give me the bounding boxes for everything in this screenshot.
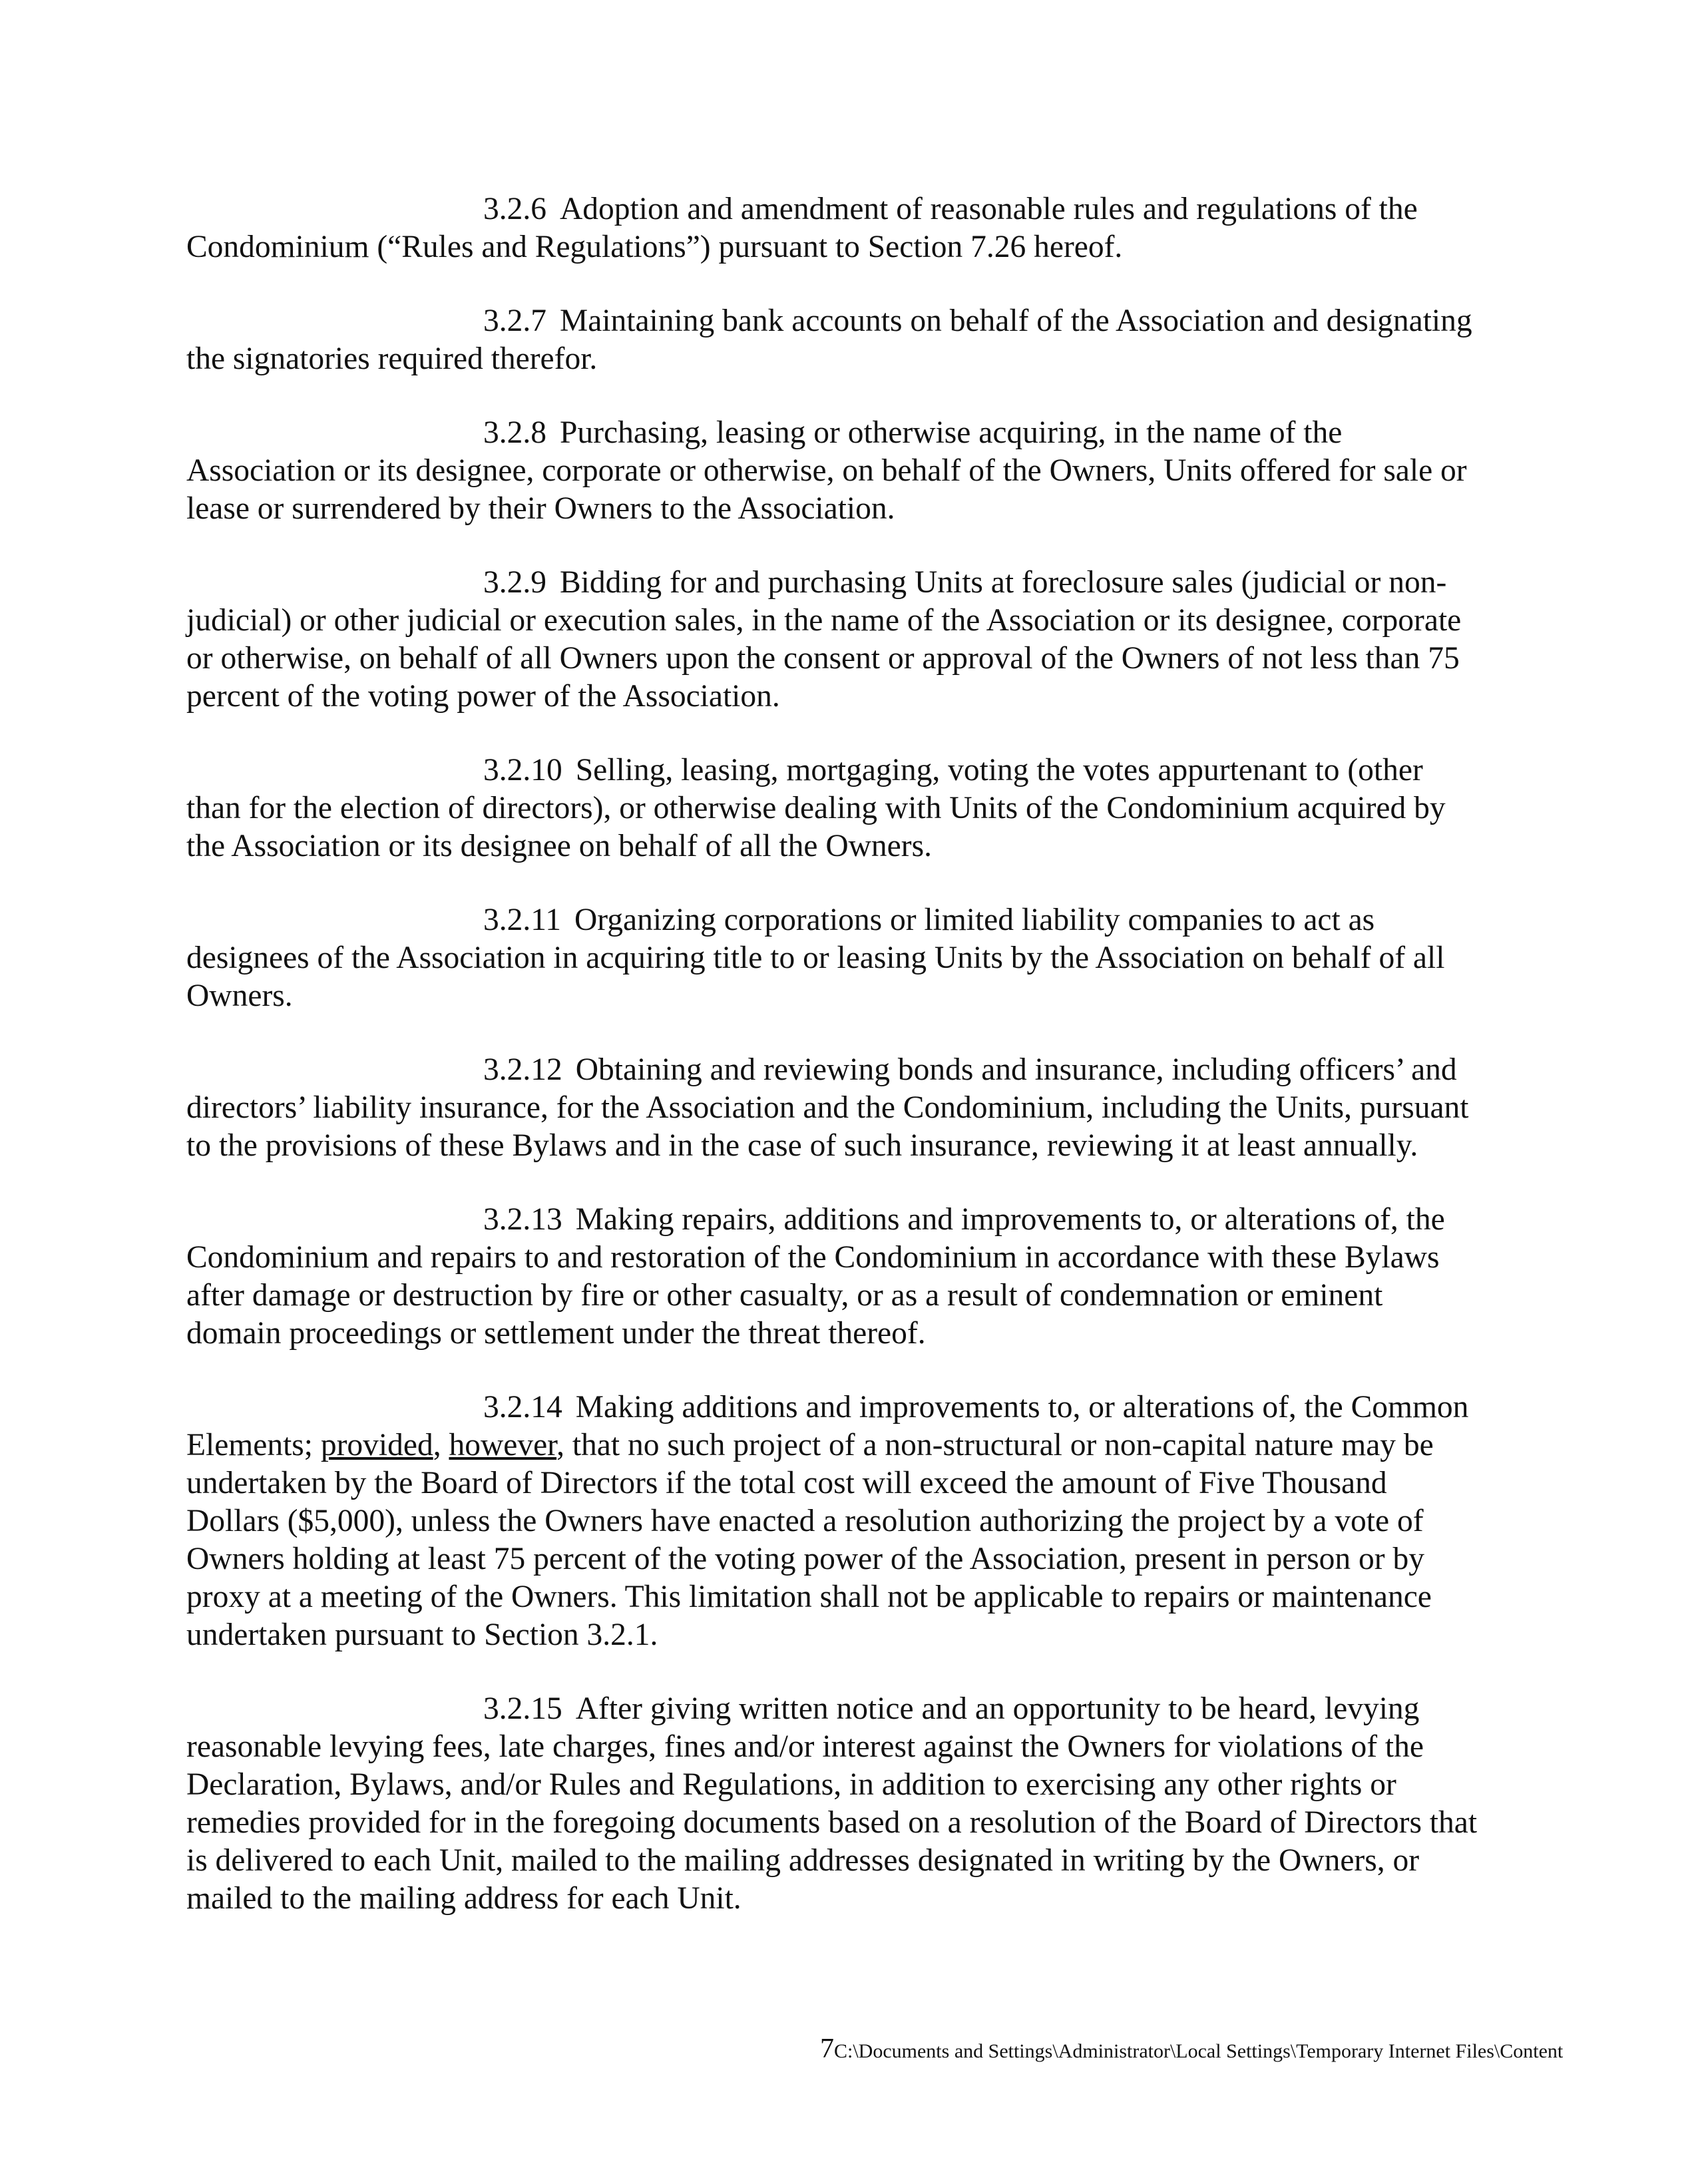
section-number: 3.2.6 (483, 192, 546, 226)
paragraph-text: Purchasing, leasing or otherwise acquiring, in the name of the Association or its designee, corporate or otherwise, on behalf of the Owners, Units offered for sale or lease or surrendered by their Owners to the Association. (186, 415, 1467, 526)
paragraph-3-2-15 (186, 1690, 1481, 1918)
paragraph-text: Obtaining and reviewing bonds and insurance, including officers’ and directors’ liability insurance, for the Association and the Condominium, including the Units, pursuant to the provisions of these Bylaws and in the case of such insurance, reviewing it at least annually. (186, 1052, 1469, 1163)
underlined-term-however: however (449, 1428, 557, 1462)
section-number: 3.2.9 (483, 565, 546, 600)
paragraph-3-2-7 (186, 302, 1481, 378)
file-path: C:\Documents and Settings\Administrator\Local Settings\Temporary Internet Files\Content (834, 2040, 1564, 2062)
paragraph-text: Organizing corporations or limited liability companies to act as designees of the Association in acquiring title to or leasing Units by the Association on behalf of all Owners. (186, 903, 1445, 1013)
paragraph-text: Bidding for and purchasing Units at foreclosure sales (judicial or non-judicial) or other judicial or execution sales, in the name of the Association or its designee, corporate or otherwise, on behalf of all Owners upon the consent or approval of the Owners of not less than 75 percent of the voting power of the Association. (186, 565, 1462, 714)
paragraph-3-2-12 (186, 1051, 1481, 1165)
section-number: 3.2.11 (483, 903, 561, 937)
paragraph-3-2-10 (186, 752, 1481, 865)
section-number: 3.2.14 (483, 1390, 562, 1424)
underlined-term-provided: provided (320, 1428, 433, 1462)
paragraph-3-2-14 (186, 1389, 1481, 1654)
paragraph-text: Making additions and improvements to, or alterations of, the Common Elements; (186, 1390, 1469, 1462)
document-body (186, 190, 1481, 1954)
comma: , (433, 1428, 441, 1462)
page-number: 7 (820, 2034, 834, 2064)
section-number: 3.2.7 (483, 304, 546, 338)
paragraph-3-2-11 (186, 901, 1481, 1015)
section-number: 3.2.13 (483, 1202, 562, 1237)
paragraph-text: Selling, leasing, mortgaging, voting the votes appurtenant to (other than for the election of directors), or otherwise dealing with Units of the Condominium acquired by the Association or its designee on behalf of all the Owners. (186, 753, 1446, 863)
paragraph-3-2-6 (186, 190, 1481, 266)
paragraph-3-2-9 (186, 564, 1481, 716)
paragraph-text: Maintaining bank accounts on behalf of the Association and designating the signatories required therefor. (186, 304, 1472, 376)
paragraph-3-2-13 (186, 1201, 1481, 1353)
section-number: 3.2.10 (483, 753, 562, 787)
paragraph-text: After giving written notice and an opportunity to be heard, levying reasonable levying fees, late charges, fines and/or interest against the Owners for violations of the Declaration, Bylaws, and/or Rules and Regulations, in addition to exercising any other rights or remedies provided for in the foregoing documents based on a resolution of the Board of Directors that is delivered to each Unit, mailed to the mailing addresses designated in writing by the Owners, or mailed to the mailing address for each Unit. (186, 1691, 1478, 1916)
paragraph-text: Adoption and amendment of reasonable rules and regulations of the Condominium (“Rules and Regulations”) pursuant to Section 7.26 hereof. (186, 192, 1418, 264)
paragraph-text-continued: , that no such project of a non-structural or non-capital nature may be undertaken by the Board of Directors if the total cost will exceed the amount of Five Thousand Dollars ($5,000), unless the Owners have enacted a resolution authorizing the project by a vote of Owners holding at least 75 percent of the voting power of the Association, present in person or by proxy at a meeting of the Owners. This limitation shall not be applicable to repairs or maintenance undertaken pursuant to Section 3.2.1. (186, 1428, 1434, 1652)
page-footer (820, 2036, 1563, 2065)
section-number: 3.2.12 (483, 1052, 562, 1087)
section-number: 3.2.8 (483, 415, 546, 450)
section-number: 3.2.15 (483, 1691, 562, 1726)
paragraph-3-2-8 (186, 414, 1481, 528)
paragraph-text: Making repairs, additions and improvements to, or alterations of, the Condominium and repairs to and restoration of the Condominium in accordance with these Bylaws after damage or destruction by fire or other casualty, or as a result of condemnation or eminent domain proceedings or settlement under the threat thereof. (186, 1202, 1445, 1351)
